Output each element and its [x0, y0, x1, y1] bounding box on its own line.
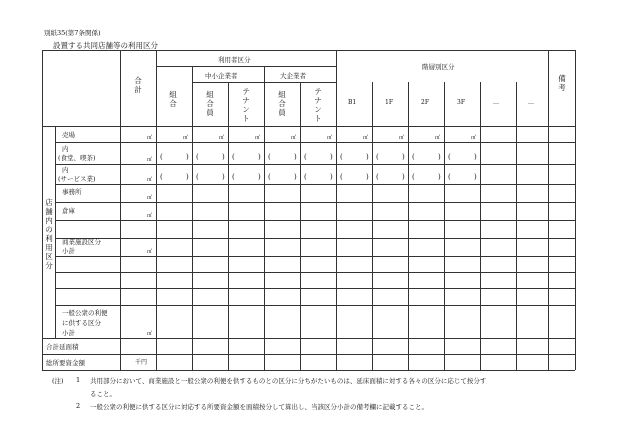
row-commercial-subtotal-a: 商業施設区分: [62, 238, 101, 246]
row-public-c: 小計: [62, 329, 75, 337]
header-remarks: 備考: [558, 74, 566, 92]
unit-sqm: ㎡: [147, 331, 153, 337]
unit-thousand-yen: 千円: [135, 359, 148, 366]
unit-sqm: ㎡: [435, 135, 441, 141]
note2-number: 2: [76, 402, 81, 410]
header-floor-b1: B1: [348, 99, 357, 106]
row-public-b: に供する区分: [62, 319, 101, 327]
row-public-a: 一般公衆の利便: [62, 309, 108, 317]
row-group-label: 店舗内の利用区分: [45, 198, 53, 270]
row-sales: 売場: [62, 131, 75, 139]
header-sme-member: 組合員: [206, 90, 214, 117]
header-union: 組合: [169, 90, 177, 108]
note1-number: 1: [76, 376, 81, 384]
header-large-member: 組合員: [278, 90, 286, 117]
header-floor-division: 階層別区分: [422, 63, 455, 71]
header-floor-3f: 3F: [457, 99, 465, 106]
row-total-floor: 合計延面積: [46, 343, 79, 351]
unit-sqm: ㎡: [255, 135, 261, 141]
note1-text: 共用部分において、商業施設と一般公衆の利便を供するものとの区分に分ちがたいものは、延床面積に対する各々の区分に応じて按分す: [90, 377, 487, 385]
header-floor-etc1: …: [493, 99, 499, 106]
row-inner-service-b: (サービス業): [58, 175, 96, 183]
row-inner-food-b: (食堂、喫茶): [58, 154, 96, 162]
header-floor-2f: 2F: [421, 99, 429, 106]
unit-sqm: ㎡: [291, 135, 297, 141]
header-floor-etc2: …: [528, 99, 534, 106]
unit-sqm: ㎡: [327, 135, 333, 141]
unit-sqm: ㎡: [147, 195, 153, 201]
notes-label: (注): [52, 377, 64, 385]
header-sme: 中小企業者: [205, 72, 238, 80]
unit-sqm: ㎡: [147, 177, 153, 183]
unit-sqm: ㎡: [147, 135, 153, 141]
header-sme-tenant: テナント: [242, 87, 250, 123]
row-inner-service-a: 内: [62, 166, 69, 174]
unit-sqm: ㎡: [219, 135, 225, 141]
row-office: 事務所: [62, 188, 82, 196]
header-floor-1f: 1F: [385, 99, 393, 106]
row-warehouse: 倉庫: [62, 207, 75, 215]
unit-sqm: ㎡: [183, 135, 189, 141]
header-user-division: 利用者区分: [218, 56, 251, 64]
row-total-funds: 総所要資金額: [46, 359, 85, 367]
form-title: 設置する共同店舗等の利用区分: [53, 41, 158, 50]
unit-sqm: ㎡: [147, 249, 153, 255]
header-large-tenant: テナント: [314, 87, 322, 123]
unit-sqm: ㎡: [399, 135, 405, 141]
form-number: 別紙35(第7条関係): [44, 29, 101, 37]
unit-sqm: ㎡: [147, 213, 153, 219]
note2-text: 一般公衆の利便に供する区分に対応する所要資金額を面積按分して算出し、当該区分小計の備考欄に記載すること。: [90, 403, 428, 411]
unit-sqm: ㎡: [147, 157, 153, 163]
header-large: 大企業者: [280, 72, 306, 80]
row-commercial-subtotal-b: 小計: [62, 247, 75, 255]
unit-sqm: ㎡: [471, 135, 477, 141]
unit-sqm: ㎡: [363, 135, 369, 141]
note1-text-cont: ること。: [90, 390, 116, 398]
header-total: 合計: [134, 76, 142, 94]
row-inner-food-a: 内: [62, 145, 69, 153]
